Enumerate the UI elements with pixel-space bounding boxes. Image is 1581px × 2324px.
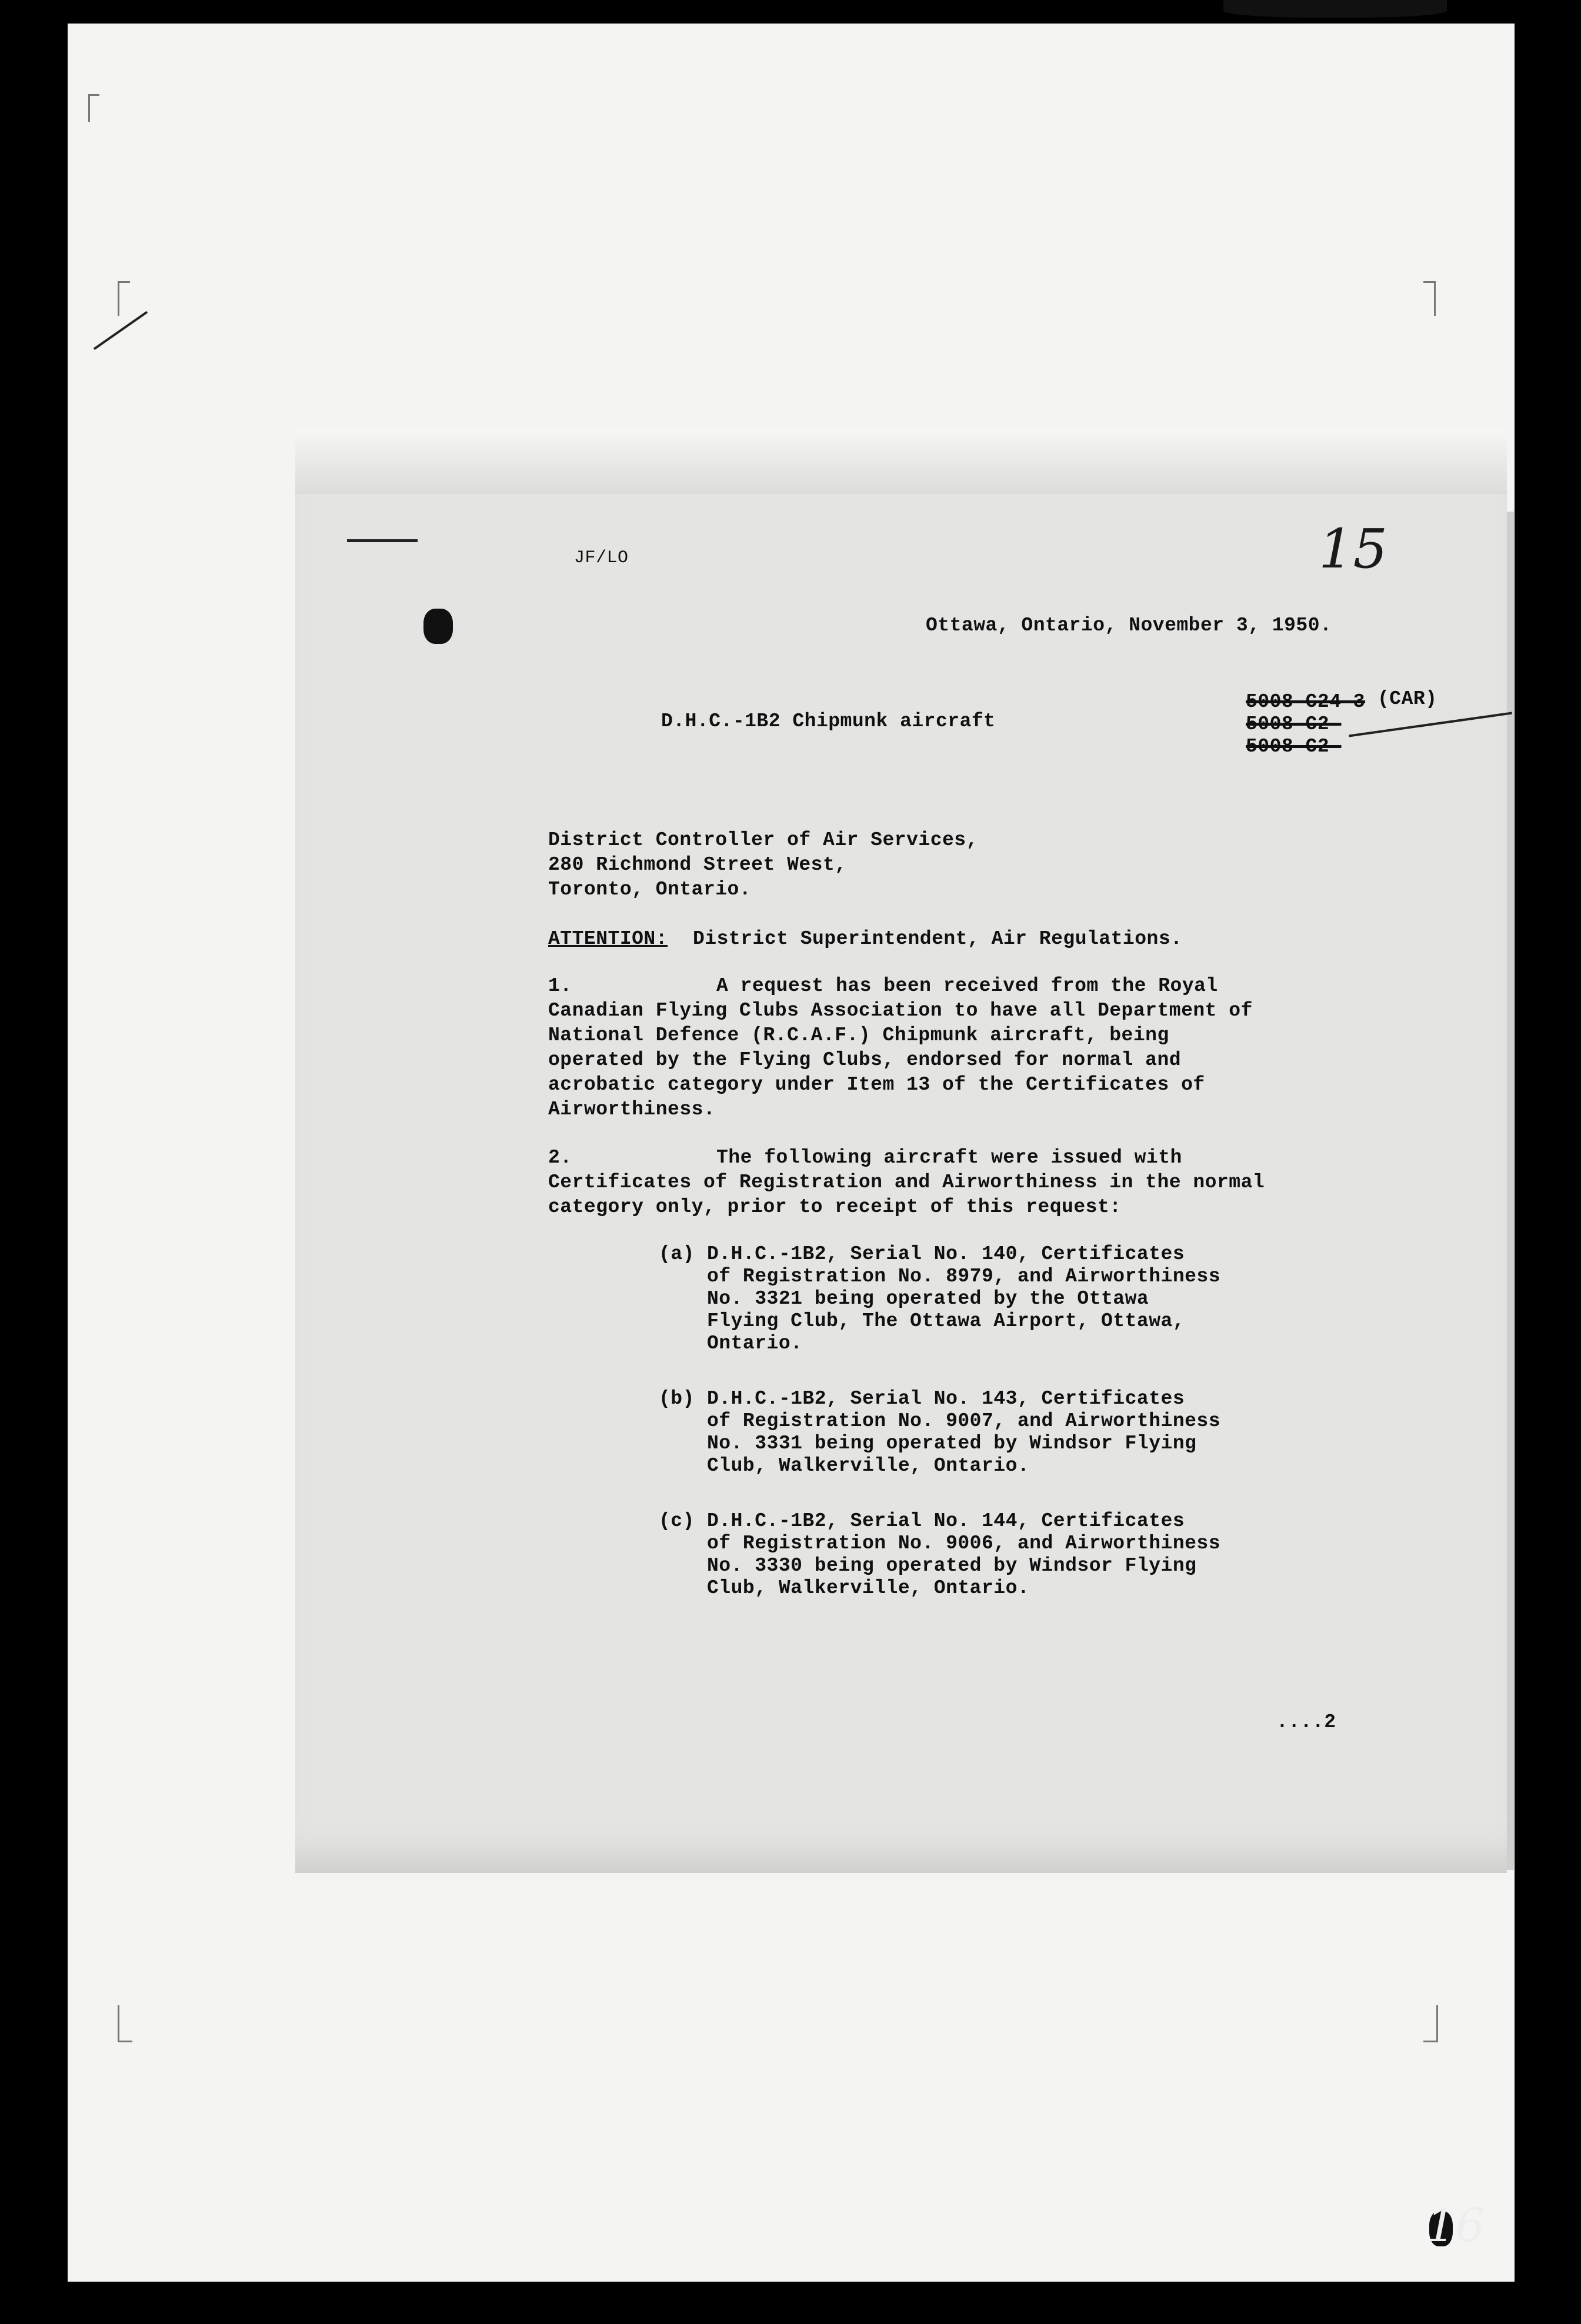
addressee-line: District Controller of Air Services, [548,829,978,851]
item-label: (c) [659,1510,695,1532]
paragraph-number: 2. [548,1147,572,1168]
addressee-line: Toronto, Ontario. [548,879,752,900]
paragraph-line: category only, prior to receipt of this request: [548,1196,1122,1218]
item-line: of Registration No. 8979, and Airworthiness [707,1265,1221,1287]
frame-corner-mark [88,94,99,122]
frame-corner-mark [118,2005,132,2042]
item-label: (b) [659,1388,695,1410]
handwritten-folio-number: 15 [1319,517,1388,580]
frame-corner-mark [1423,2005,1438,2042]
paragraph-line: The following aircraft were issued with [716,1147,1182,1168]
page-curl-shadow [295,429,1507,494]
paragraph-line: Certificates of Registration and Airworthiness in the normal [548,1171,1265,1193]
item-line: No. 3321 being operated by the Ottawa [707,1288,1149,1310]
page-edge [1507,512,1514,1870]
aircraft-item-a [659,1243,1354,1355]
item-line: No. 3331 being operated by Windsor Flying [707,1433,1197,1454]
item-label: (a) [659,1243,695,1265]
item-line: No. 3330 being operated by Windsor Flying [707,1555,1197,1577]
paragraph-line: Airworthiness. [548,1098,716,1120]
paragraph-line: acrobatic category under Item 13 of the Certificates of [548,1074,1205,1096]
addressee-line: 280 Richmond Street West, [548,854,847,876]
hole-punch-mark [347,539,418,542]
frame-corner-mark [118,281,130,316]
item-line: of Registration No. 9007, and Airworthiness [707,1410,1221,1432]
continuation-marker: ....2 [1276,1711,1336,1733]
document-page [295,488,1507,1873]
paragraph-line: operated by the Flying Clubs, endorsed for normal and [548,1049,1182,1071]
attention-text: District Superintendent, Air Regulations. [693,928,1183,950]
aircraft-item-b [659,1388,1354,1477]
handwritten-corner-number: 16 [1426,2199,1485,2252]
item-line: of Registration No. 9006, and Airworthiness [707,1532,1221,1554]
aircraft-item-c [659,1510,1354,1600]
file-number: 5008-C24-3 [1246,691,1366,713]
hole-punch-mark [423,609,453,644]
file-number-block [1246,691,1365,758]
item-line: D.H.C.-1B2, Serial No. 144, Certificates [707,1510,1185,1532]
frame-corner-mark [1423,281,1436,316]
item-line: Club, Walkerville, Ontario. [707,1455,1030,1477]
item-line: Flying Club, The Ottawa Airport, Ottawa, [707,1310,1185,1332]
item-line: D.H.C.-1B2, Serial No. 143, Certificates [707,1388,1185,1410]
film-speck [1223,0,1447,18]
paragraph-line: A request has been received from the Royal [716,975,1218,997]
item-line: Ontario. [707,1333,803,1354]
file-number: 5008-C2- [1246,713,1342,735]
place-and-date: Ottawa, Ontario, November 3, 1950. [926,615,1332,636]
reference-initials: JF/LO [574,548,629,568]
file-number: 5008-C2- [1246,736,1342,757]
paragraph-line: Canadian Flying Clubs Association to have all Department of [548,1000,1253,1021]
item-line: Club, Walkerville, Ontario. [707,1577,1030,1599]
subject-line: D.H.C.-1B2 Chipmunk aircraft [661,710,996,732]
attention-label: ATTENTION: [548,928,668,950]
item-line: D.H.C.-1B2, Serial No. 140, Certificates [707,1243,1185,1265]
paragraph-line: National Defence (R.C.A.F.) Chipmunk aircraft, being [548,1024,1169,1046]
paragraph-number: 1. [548,975,572,997]
pen-stroke [1349,712,1512,737]
file-annotation: (CAR) [1377,688,1437,710]
